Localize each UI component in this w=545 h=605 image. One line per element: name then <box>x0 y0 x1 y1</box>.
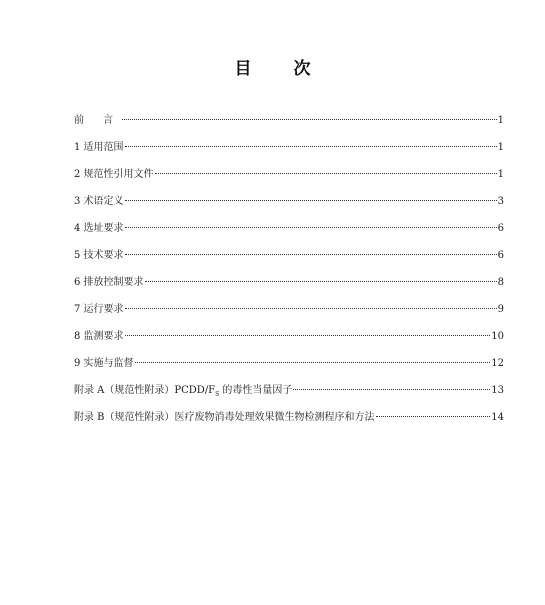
dot-leader <box>125 200 497 201</box>
toc-entry-scope[interactable] <box>74 141 504 168</box>
dot-leader <box>293 389 490 390</box>
toc-entry-page: 6 <box>497 223 504 234</box>
toc-entry-label: 3 术语定义 <box>74 196 124 207</box>
toc-entry-label-subscript: S <box>215 391 220 398</box>
toc-entry-technical-requirements[interactable] <box>74 249 504 276</box>
toc-entry-implementation[interactable] <box>74 357 504 384</box>
toc-entry-site-selection[interactable] <box>74 222 504 249</box>
toc-entry-label: 附录 B（规范性附录）医疗废物消毒处理效果微生物检测程序和方法 <box>74 412 375 423</box>
toc-entry-page: 13 <box>491 385 504 396</box>
toc-entry-page: 10 <box>491 331 504 342</box>
toc-title: 目 次 <box>234 59 329 79</box>
toc-entry-label: 2 规范性引用文件 <box>74 169 154 180</box>
dot-leader <box>122 119 496 120</box>
dot-leader <box>125 227 497 228</box>
dot-leader <box>376 416 491 417</box>
toc-entry-label: 1 适用范围 <box>74 142 124 153</box>
toc-entry-label: 前 言 <box>74 115 122 126</box>
toc-entry-page: 9 <box>497 304 504 315</box>
toc-entry-label: 4 选址要求 <box>74 223 124 234</box>
toc-entry-page: 1 <box>497 142 504 153</box>
dot-leader <box>125 254 497 255</box>
toc-entry-page: 6 <box>497 250 504 261</box>
toc-entry-page: 1 <box>497 169 504 180</box>
toc-entry-page: 1 <box>497 115 504 126</box>
toc-entry-emission-control[interactable] <box>74 276 504 303</box>
toc-entry-label: 5 技术要求 <box>74 250 124 261</box>
dot-leader <box>125 335 491 336</box>
toc-entry-label: 9 实施与监督 <box>74 358 134 369</box>
toc-entry-page: 12 <box>491 358 504 369</box>
toc-entry-label: 7 运行要求 <box>74 304 124 315</box>
toc-entry-normative-references[interactable] <box>74 168 504 195</box>
dot-leader <box>135 362 491 363</box>
toc-entry-label-prefix: 附录 A（规范性附录）PCDD/F <box>74 385 216 396</box>
toc-entry-monitoring[interactable] <box>74 330 504 357</box>
toc-entry-appendix-a[interactable] <box>74 384 504 411</box>
toc-entry-label: 8 监测要求 <box>74 331 124 342</box>
toc-entry-foreword[interactable] <box>74 114 504 141</box>
toc-entry-page: 8 <box>497 277 504 288</box>
toc-list <box>74 114 504 438</box>
toc-entry-page: 3 <box>497 196 504 207</box>
dot-leader <box>125 308 497 309</box>
toc-entry-label: 6 排放控制要求 <box>74 277 144 288</box>
dot-leader <box>155 173 497 174</box>
dot-leader <box>145 281 497 282</box>
toc-entry-appendix-b[interactable] <box>74 411 504 438</box>
toc-entry-label <box>74 384 292 398</box>
toc-entry-label-suffix: 的毒性当量因子 <box>219 385 293 396</box>
toc-entry-terms[interactable] <box>74 195 504 222</box>
dot-leader <box>125 146 497 147</box>
toc-entry-operation[interactable] <box>74 303 504 330</box>
toc-entry-page: 14 <box>491 412 504 423</box>
